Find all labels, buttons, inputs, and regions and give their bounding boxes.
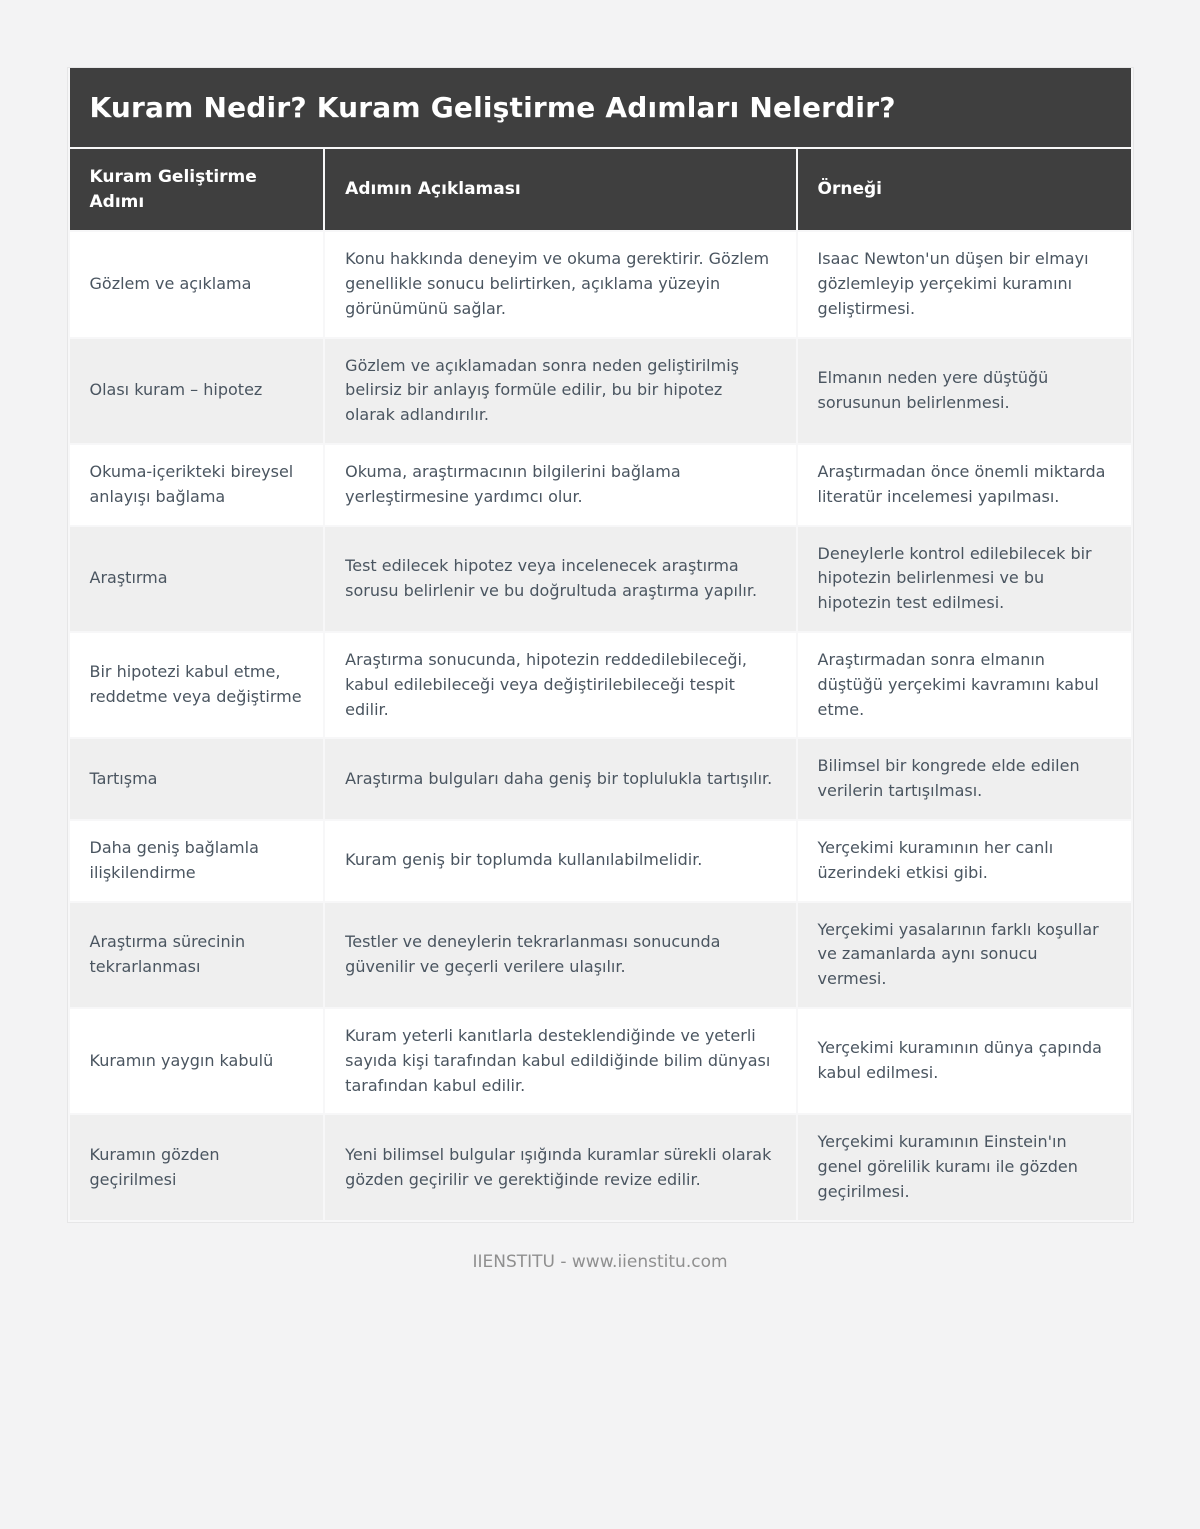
table-row [70,739,1131,819]
step-cell: Araştırma sürecinin tekrarlanması [70,903,324,1007]
step-cell: Tartışma [70,739,324,819]
step-cell: Gözlem ve açıklama [70,232,324,336]
example-cell: Isaac Newton'un düşen bir elmayı gözlemleyip yerçekimi kuramını geliştirmesi. [798,232,1131,336]
example-cell: Bilimsel bir kongrede elde edilen verilerin tartışılması. [798,739,1131,819]
step-cell: Kuramın yaygın kabulü [70,1009,324,1113]
example-cell: Yerçekimi yasalarının farklı koşullar ve zamanlarda aynı sonucu vermesi. [798,903,1131,1007]
table-row [70,445,1131,525]
example-cell: Araştırmadan önce önemli miktarda literatür incelemesi yapılması. [798,445,1131,525]
description-cell: Kuram yeterli kanıtlarla desteklendiğinde ve yeterli sayıda kişi tarafından kabul edildiğinde bilim dünyası tarafından kabul edilir. [325,1009,795,1113]
example-cell: Yerçekimi kuramının Einstein'ın genel görelilik kuramı ile gözden geçirilmesi. [798,1115,1131,1219]
table-body [70,232,1131,1220]
column-header-step: Kuram Geliştirme Adımı [70,149,324,230]
header-row [70,149,1131,230]
page-title: Kuram Nedir? Kuram Geliştirme Adımları Nelerdir? [70,68,1131,147]
step-cell: Olası kuram – hipotez [70,339,324,443]
table-row [70,633,1131,737]
description-cell: Gözlem ve açıklamadan sonra neden geliştirilmiş belirsiz bir anlayış formüle edilir, bu bir hipotez olarak adlandırılır. [325,339,795,443]
step-cell: Araştırma [70,527,324,631]
step-cell: Kuramın gözden geçirilmesi [70,1115,324,1219]
description-cell: Okuma, araştırmacının bilgilerini bağlama yerleştirmesine yardımcı olur. [325,445,795,525]
example-cell: Deneylerle kontrol edilebilecek bir hipotezin belirlenmesi ve bu hipotezin test edilmesi. [798,527,1131,631]
example-cell: Yerçekimi kuramının her canlı üzerindeki etkisi gibi. [798,821,1131,901]
table-row [70,339,1131,443]
table-row [70,821,1131,901]
footer-text: IIENSTITU - www.iienstitu.com [472,1251,728,1272]
description-cell: Yeni bilimsel bulgular ışığında kuramlar sürekli olarak gözden geçirilir ve gerektiğinde revize edilir. [325,1115,795,1219]
description-cell: Araştırma sonucunda, hipotezin reddedilebileceği, kabul edilebileceği veya değiştirilebileceği tespit edilir. [325,633,795,737]
step-cell: Okuma-içerikteki bireysel anlayışı bağlama [70,445,324,525]
table-row [70,1115,1131,1219]
table-row [70,903,1131,1007]
column-header-description: Adımın Açıklaması [325,149,795,230]
table-row [70,232,1131,336]
table-row [70,1009,1131,1113]
description-cell: Kuram geniş bir toplumda kullanılabilmelidir. [325,821,795,901]
step-cell: Daha geniş bağlamla ilişkilendirme [70,821,324,901]
column-header-example: Örneği [798,149,1131,230]
table-card [68,68,1133,1222]
example-cell: Elmanın neden yere düştüğü sorusunun belirlenmesi. [798,339,1131,443]
step-cell: Bir hipotezi kabul etme, reddetme veya değiştirme [70,633,324,737]
table-row [70,527,1131,631]
description-cell: Test edilecek hipotez veya incelenecek araştırma sorusu belirlenir ve bu doğrultuda araştırma yapılır. [325,527,795,631]
description-cell: Konu hakkında deneyim ve okuma gerektirir. Gözlem genellikle sonucu belirtirken, açıklama yüzeyin görünümünü sağlar. [325,232,795,336]
example-cell: Araştırmadan sonra elmanın düştüğü yerçekimi kavramını kabul etme. [798,633,1131,737]
description-cell: Araştırma bulguları daha geniş bir toplulukla tartışılır. [325,739,795,819]
description-cell: Testler ve deneylerin tekrarlanması sonucunda güvenilir ve geçerli verilere ulaşılır. [325,903,795,1007]
theory-table [68,147,1133,1222]
example-cell: Yerçekimi kuramının dünya çapında kabul edilmesi. [798,1009,1131,1113]
